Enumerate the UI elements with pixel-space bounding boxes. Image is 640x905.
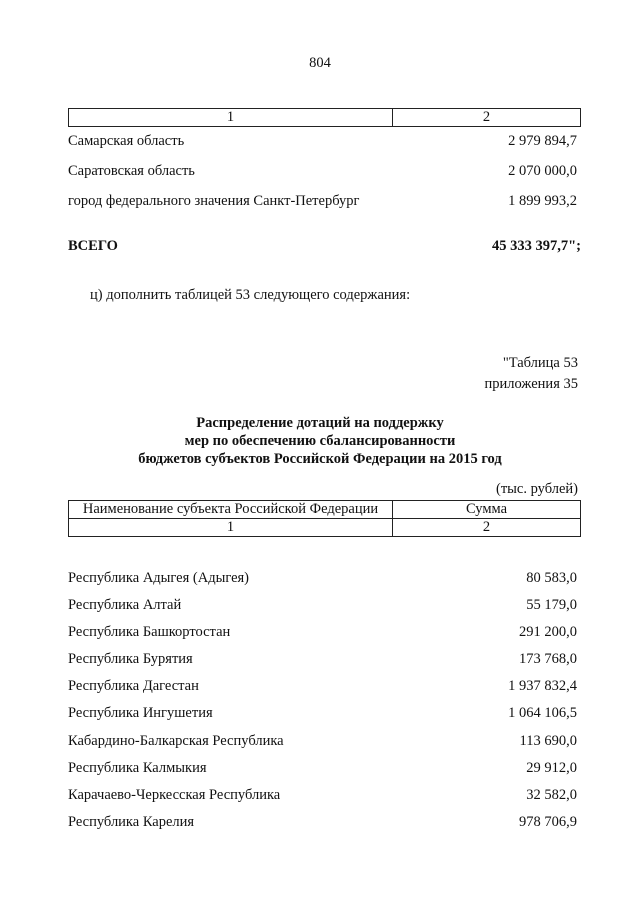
- top-col-1: 1: [69, 109, 393, 127]
- region-name: Карачаево-Черкесская Республика: [68, 787, 281, 803]
- region-value: 1 064 106,5: [508, 705, 577, 721]
- header-name: Наименование субъекта Российской Федерации: [69, 501, 393, 519]
- total-row: [68, 238, 581, 258]
- region-name: Республика Ингушетия: [68, 705, 213, 721]
- table-row: [68, 760, 577, 780]
- table-row: [68, 678, 577, 698]
- table-reference-line1: "Таблица 53: [502, 355, 578, 371]
- region-name: Кабардино-Балкарская Республика: [68, 733, 284, 749]
- main-col-2: 2: [393, 519, 581, 537]
- region-value: 1 899 993,2: [508, 193, 577, 209]
- region-value: 113 690,0: [519, 733, 577, 749]
- region-value: 32 582,0: [526, 787, 577, 803]
- region-name: Республика Дагестан: [68, 678, 199, 694]
- title-line-2: мер по обеспечению сбалансированности: [184, 433, 456, 449]
- region-name: Саратовская область: [68, 163, 195, 179]
- region-name: Республика Калмыкия: [68, 760, 207, 776]
- table-row: [68, 133, 577, 153]
- table-row: [68, 570, 577, 590]
- top-col-2: 2: [393, 109, 581, 127]
- table-row: [68, 624, 577, 644]
- region-name: город федерального значения Санкт-Петербург: [68, 193, 360, 209]
- table-reference-line2: приложения 35: [484, 376, 578, 392]
- table-row: [68, 733, 577, 753]
- top-table-header: [68, 108, 581, 127]
- table-row: [68, 705, 577, 725]
- region-name: Республика Алтай: [68, 597, 182, 613]
- header-sum: Сумма: [393, 501, 581, 519]
- units-label: (тыс. рублей): [496, 481, 578, 497]
- region-value: 29 912,0: [526, 760, 577, 776]
- table-row: [68, 787, 577, 807]
- instruction-text: ц) дополнить таблицей 53 следующего содержания:: [90, 287, 411, 303]
- title-line-1: Распределение дотаций на поддержку: [196, 415, 444, 431]
- table-row: [68, 651, 577, 671]
- region-value: 2 070 000,0: [508, 163, 577, 179]
- region-name: Самарская область: [68, 133, 185, 149]
- table-row: [68, 163, 577, 183]
- region-value: 1 937 832,4: [508, 678, 577, 694]
- region-name: Республика Башкортостан: [68, 624, 231, 640]
- region-value: 978 706,9: [519, 814, 577, 830]
- table-row: [68, 814, 577, 834]
- table-row: [68, 193, 577, 213]
- region-value: 2 979 894,7: [508, 133, 577, 149]
- total-value: 45 333 397,7";: [491, 238, 581, 254]
- region-value: 80 583,0: [526, 570, 577, 586]
- total-label: ВСЕГО: [68, 238, 118, 254]
- region-name: Республика Карелия: [68, 814, 195, 830]
- region-value: 173 768,0: [519, 651, 577, 667]
- region-name: Республика Бурятия: [68, 651, 193, 667]
- region-value: 291 200,0: [519, 624, 577, 640]
- region-value: 55 179,0: [526, 597, 577, 613]
- main-col-1: 1: [69, 519, 393, 537]
- page-number: 804: [309, 55, 331, 71]
- main-table-header: [68, 500, 581, 537]
- title-line-3: бюджетов субъектов Российской Федерации на 2015 год: [138, 451, 502, 467]
- table-row: [68, 597, 577, 617]
- region-name: Республика Адыгея (Адыгея): [68, 570, 250, 586]
